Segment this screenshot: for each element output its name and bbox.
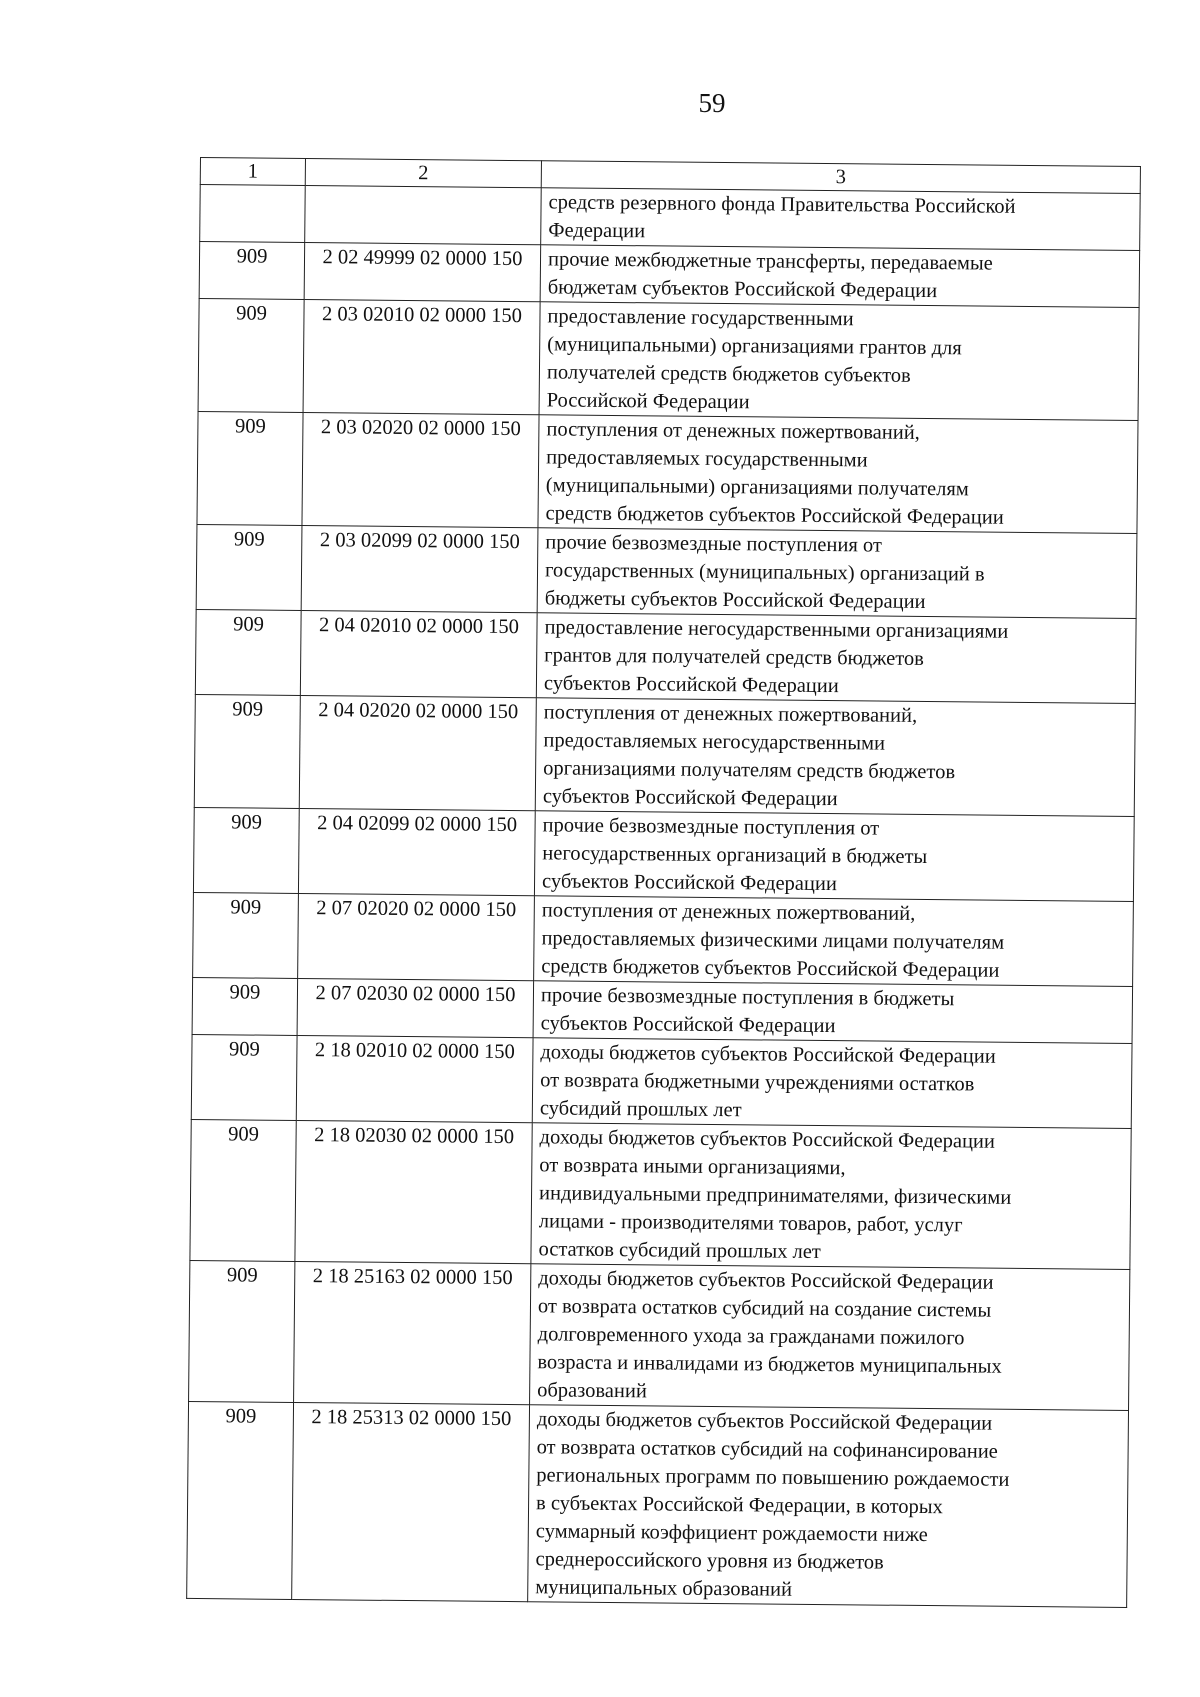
description-line: субъектов Российской Федерации [540,1012,836,1038]
table-row [195,609,1136,703]
description-line: государственных (муниципальных) организаций в [544,559,985,586]
income-code-cell: 2 03 02020 02 0000 150 [302,413,539,528]
description-cell [534,896,1134,987]
description-cell [531,1123,1131,1270]
description-line: (муниципальными) организациями получателям [545,474,969,501]
table-row [199,242,1140,308]
table-row [187,1401,1129,1607]
table-row [197,411,1138,533]
description-line: остатков субсидий прошлых лет [538,1238,821,1264]
description-line: (муниципальными) организациями грантов для [547,333,962,360]
description-line: прочие безвозмездные поступления от [542,814,880,840]
income-code-cell: 2 18 02010 02 0000 150 [296,1035,533,1122]
description-line: прочие безвозмездные поступления от [545,531,883,557]
income-code-cell [305,186,542,245]
description-line: предоставляемых негосударственными [543,729,886,755]
description-line: индивидуальными предпринимателями, физическими [538,1182,1012,1209]
description-cell [540,245,1140,308]
description-line: субъектов Российской Федерации [541,870,837,896]
table-row [190,1119,1131,1269]
description-line: предоставление государственными [547,305,854,331]
description-cell [534,811,1134,902]
description-cell [530,1264,1130,1411]
description-line: негосударственных организаций в бюджеты [542,842,928,869]
income-code-cell: 2 04 02010 02 0000 150 [300,610,537,697]
description-line: прочие межбюджетные трансферты, передаваемые [547,248,993,275]
admin-code-cell: 909 [194,694,300,808]
header-cell-1: 1 [200,158,305,186]
table-row [200,185,1141,251]
description-line: образований [537,1379,647,1403]
description-line: поступления от денежных пожертвований, [541,899,916,925]
description-line: в субъектах Российской Федерации, в которых [535,1492,943,1519]
description-cell [533,981,1133,1044]
description-line: Федерации [548,219,646,243]
table-row [196,524,1137,618]
income-code-cell: 2 02 49999 02 0000 150 [304,243,541,302]
description-line: бюджеты субъектов Российской Федерации [544,587,926,613]
table-row [192,977,1133,1043]
description-line: средств резервного фонда Правительства Российской [548,191,1016,218]
description-line: возраста и инвалидами из бюджетов муниципальных [537,1351,1002,1378]
description-line: бюджетам субъектов Российской Федерации [547,276,938,303]
description-line: грантов для получателей средств бюджетов [544,644,925,670]
description-line: от возврата иными организациями, [539,1154,846,1180]
description-cell [532,1038,1132,1129]
description-line: средств бюджетов субъектов Российской Федерации [541,955,1000,982]
description-cell [535,698,1135,817]
page-number [112,88,1200,119]
income-code-cell: 2 03 02010 02 0000 150 [303,300,540,415]
header-cell-2: 2 [305,159,541,188]
description-line: поступления от денежных пожертвований, [543,701,918,727]
description-line: субъектов Российской Федерации [543,672,839,698]
table-row [193,892,1134,986]
income-code-cell: 2 04 02020 02 0000 150 [299,695,536,810]
description-line: доходы бюджетов субъектов Российской Федерации [536,1408,993,1435]
description-line: доходы бюджетов субъектов Российской Федерации [538,1267,994,1294]
description-line: предоставляемых государственными [546,446,868,472]
description-line: субсидий прошлых лет [539,1097,742,1122]
budget-codes-table [186,157,1141,1608]
admin-code-cell: 909 [197,411,303,525]
description-cell [538,415,1138,534]
description-cell [528,1405,1129,1608]
income-code-cell: 2 03 02099 02 0000 150 [301,525,538,612]
income-code-cell: 2 18 25313 02 0000 150 [292,1402,530,1601]
description-line: поступления от денежных пожертвований, [546,418,920,444]
description-line: от возврата остатков субсидий на создание системы [537,1295,992,1322]
table-row [191,1034,1132,1128]
description-cell [539,302,1139,421]
admin-code-cell: 909 [187,1401,294,1599]
description-line: региональных программ по повышению рождаемости [536,1464,1010,1491]
description-line: предоставляемых физическими лицами получателям [541,927,1005,954]
admin-code-cell: 909 [196,524,302,610]
admin-code-cell: 909 [189,1260,295,1402]
admin-code-cell: 909 [192,977,298,1035]
header-cell-3: 3 [541,161,1140,194]
admin-code-cell: 909 [198,298,304,412]
income-code-cell: 2 07 02020 02 0000 150 [298,893,535,980]
table-body [187,158,1141,1608]
description-line: прочие безвозмездные поступления в бюджеты [540,984,955,1011]
table-row [194,694,1135,816]
description-line: среднероссийского уровня из бюджетов [535,1548,884,1574]
description-cell [537,528,1137,619]
description-line: организациями получателям средств бюджетов [543,757,956,784]
income-code-cell: 2 07 02030 02 0000 150 [297,978,534,1037]
description-line: доходы бюджетов субъектов Российской Федерации [539,1126,996,1153]
description-line: предоставление негосударственными организациями [544,616,1009,643]
admin-code-cell [200,185,306,243]
income-code-cell: 2 04 02099 02 0000 150 [298,808,535,895]
description-line: доходы бюджетов субъектов Российской Федерации [540,1041,996,1068]
table-row [193,807,1134,901]
admin-code-cell: 909 [199,242,305,300]
description-line: получателей средств бюджетов субъектов [546,361,911,387]
description-line: долговременного ухода за гражданами пожилого [537,1323,965,1350]
description-cell [536,613,1136,704]
admin-code-cell: 909 [193,807,299,893]
income-code-cell: 2 18 02030 02 0000 150 [295,1120,532,1263]
table-row [189,1260,1130,1410]
description-line: муниципальных образований [535,1576,793,1601]
admin-code-cell: 909 [190,1119,296,1261]
admin-code-cell: 909 [195,609,301,695]
description-line: средств бюджетов субъектов Российской Федерации [545,502,1004,529]
income-code-cell: 2 18 25163 02 0000 150 [294,1261,531,1404]
description-cell [541,188,1141,251]
description-line: от возврата остатков субсидий на софинансирование [536,1436,998,1463]
description-line: субъектов Российской Федерации [542,785,838,811]
page-number-text: 59 [698,88,726,118]
admin-code-cell: 909 [193,892,299,978]
description-line: от возврата бюджетными учреждениями остатков [540,1069,975,1096]
admin-code-cell: 909 [191,1034,297,1120]
table-row [198,298,1139,420]
description-line: Российской Федерации [546,389,750,414]
description-line: суммарный коэффициент рождаемости ниже [535,1520,928,1547]
description-line: лицами - производителями товаров, работ, услуг [538,1210,963,1237]
